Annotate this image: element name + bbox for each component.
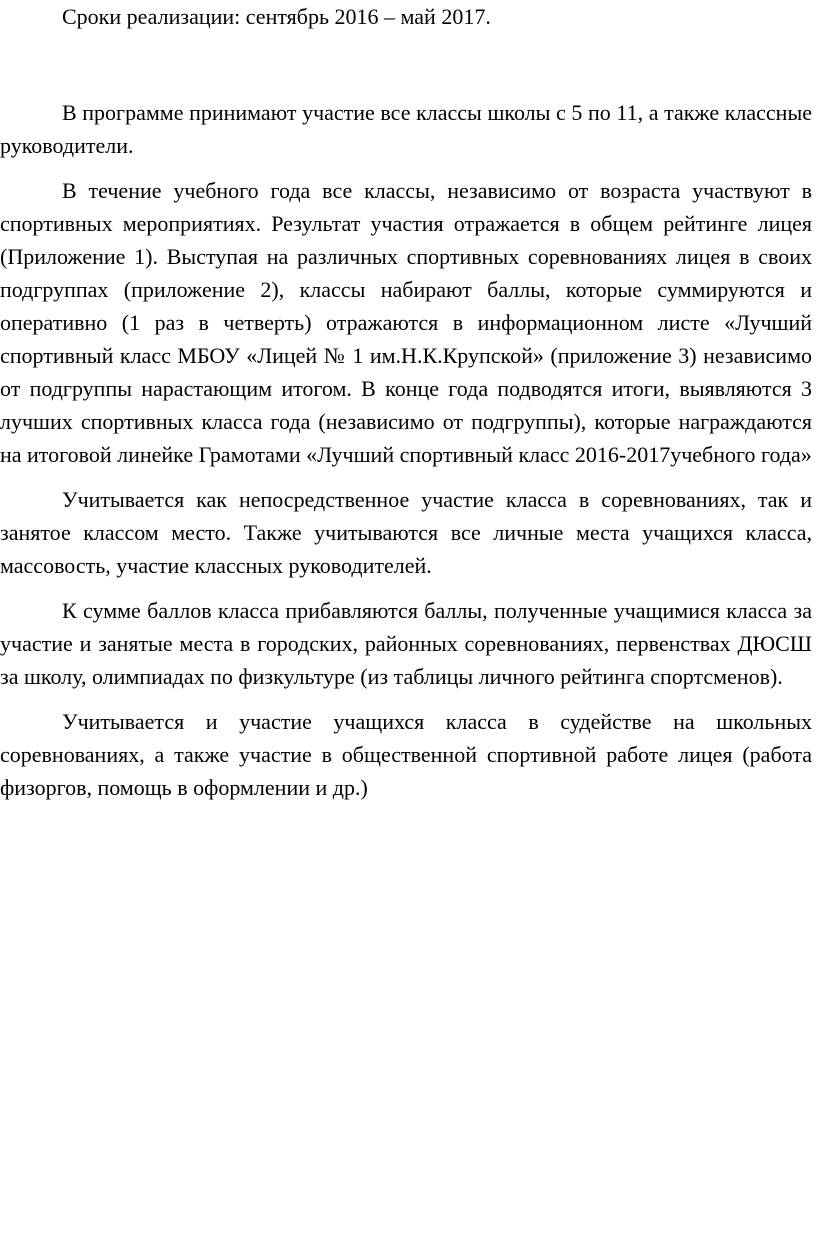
paragraph-counted-criteria: Учитывается как непосредственное участие класса в соревнованиях, так и занятое классом место. Также учитываются все личные места учащихся класса, массовость, участие классных руководителей. xyxy=(0,487,812,578)
blank-space xyxy=(0,33,812,96)
paragraph-rating-system: В течение учебного года все классы, независимо от возраста участвуют в спортивных мероприятиях. Результат участия отражается в общем рейтинге лицея (Приложение 1). Выступая на различных спортивных соревнованиях лицея в своих подгруппах (приложение 2), классы набирают баллы, которые суммируются и оперативно (1 раз в четверть) отражаются в информационном листе «Лучший спортивный класс МБОУ «Лицей № 1 им.Н.К.Крупской» (приложение 3) независимо от подгруппы нарастающим итогом. В конце года подводятся итоги, выявляются 3 лучших спортивных класса года (независимо от подгруппы), которые награждаются на итоговой линейке Грамотами «Лучший спортивный класс 2016-2017учебного года» xyxy=(0,178,812,467)
paragraph-judging-participation: Учитывается и участие учащихся класса в судействе на школьных соревнованиях, а также участие в общественной спортивной работе лицея (работа физоргов, помощь в оформлении и др.) xyxy=(0,709,812,800)
paragraph-participants: В программе принимают участие все классы школы с 5 по 11, а также классные руководители. xyxy=(0,100,812,158)
paragraph-extra-points: К сумме баллов класса прибавляются баллы, полученные учащимися класса за участие и занятые места в городских, районных соревнованиях, первенствах ДЮСШ за школу, олимпиадах по физкультуре (из таблицы личного рейтинга спортсменов). xyxy=(0,598,812,689)
implementation-timeline: Сроки реализации: сентябрь 2016 – май 2017. xyxy=(62,4,491,29)
